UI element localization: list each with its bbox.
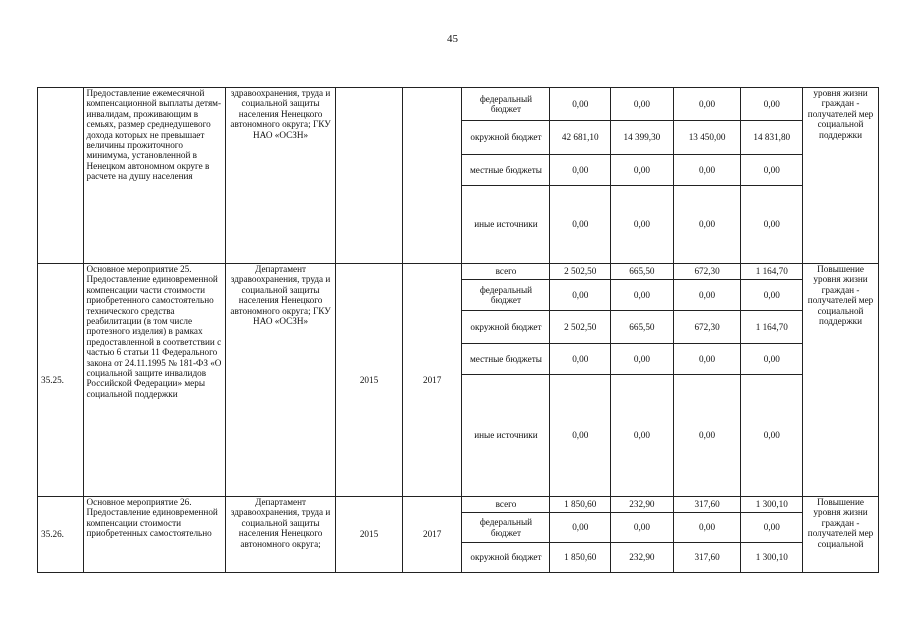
funding-year1: 0,00 — [611, 344, 674, 375]
program-table — [37, 87, 879, 573]
table-row — [38, 264, 879, 280]
funding-year2: 0,00 — [673, 513, 741, 543]
funding-source: местные бюджеты — [462, 155, 550, 186]
activity-name: Основное мероприятие 26. Предоставление единовременной компенсации стоимости приобретенных самостоятельно — [84, 497, 226, 573]
funding-total: 42 681,10 — [550, 121, 611, 155]
expected-result: уровня жизни граждан - получателей мер социальной поддержки — [803, 88, 879, 264]
funding-year1: 0,00 — [611, 186, 674, 264]
funding-year1: 232,90 — [611, 497, 674, 513]
activity-name: Предоставление ежемесячной компенсационной выплаты детям-инвалидам, проживающим в семьях, размер среднедушевого дохода которых не превышает величины прожиточного минимума, установленной в Ненецком автономном округе в расчете на душу населения — [84, 88, 226, 264]
funding-year2: 317,60 — [673, 543, 741, 573]
year-end: 2017 — [402, 497, 462, 573]
funding-total: 1 850,60 — [550, 497, 611, 513]
year-start: 2015 — [336, 264, 403, 497]
funding-year1: 665,50 — [611, 264, 674, 280]
funding-year2: 0,00 — [673, 186, 741, 264]
funding-source: федеральный бюджет — [462, 513, 550, 543]
funding-source: местные бюджеты — [462, 344, 550, 375]
funding-year3: 0,00 — [741, 344, 803, 375]
funding-year3: 1 300,10 — [741, 543, 803, 573]
funding-year1: 14 399,30 — [611, 121, 674, 155]
funding-year1: 0,00 — [611, 88, 674, 121]
page-number: 45 — [447, 33, 458, 45]
funding-year2: 0,00 — [673, 280, 741, 311]
executor: Департамент здравоохранения, труда и социальной защиты населения Ненецкого автономного округа; ГКУ НАО «ОСЗН» — [225, 264, 335, 497]
funding-year2: 0,00 — [673, 375, 741, 497]
funding-source: иные источники — [462, 375, 550, 497]
funding-source: всего — [462, 264, 550, 280]
funding-source: всего — [462, 497, 550, 513]
year-start — [336, 88, 403, 264]
table-row — [38, 497, 879, 513]
expected-result: Повышение уровня жизни граждан - получателей мер социальной поддержки — [803, 264, 879, 497]
funding-year1: 0,00 — [611, 280, 674, 311]
funding-total: 2 502,50 — [550, 264, 611, 280]
table-row — [38, 88, 879, 121]
funding-year2: 0,00 — [673, 88, 741, 121]
funding-source: окружной бюджет — [462, 121, 550, 155]
funding-year2: 13 450,00 — [673, 121, 741, 155]
funding-total: 0,00 — [550, 280, 611, 311]
funding-year3: 14 831,80 — [741, 121, 803, 155]
funding-year3: 0,00 — [741, 88, 803, 121]
funding-source: окружной бюджет — [462, 543, 550, 573]
funding-year3: 0,00 — [741, 375, 803, 497]
funding-total: 0,00 — [550, 344, 611, 375]
funding-year3: 1 164,70 — [741, 264, 803, 280]
row-number: 35.25. — [38, 264, 84, 497]
expected-result: Повышение уровня жизни граждан - получателей мер социальной — [803, 497, 879, 573]
funding-year2: 0,00 — [673, 155, 741, 186]
funding-year3: 0,00 — [741, 186, 803, 264]
funding-year3: 0,00 — [741, 155, 803, 186]
funding-year1: 0,00 — [611, 513, 674, 543]
funding-total: 0,00 — [550, 186, 611, 264]
funding-total: 0,00 — [550, 375, 611, 497]
funding-year3: 0,00 — [741, 513, 803, 543]
executor: здравоохранения, труда и социальной защиты населения Ненецкого автономного округа; ГКУ НАО «ОСЗН» — [225, 88, 335, 264]
funding-year2: 672,30 — [673, 311, 741, 344]
funding-total: 2 502,50 — [550, 311, 611, 344]
funding-year1: 0,00 — [611, 155, 674, 186]
row-number — [38, 88, 84, 264]
funding-source: окружной бюджет — [462, 311, 550, 344]
executor: Департамент здравоохранения, труда и социальной защиты населения Ненецкого автономного округа; — [225, 497, 335, 573]
funding-year2: 0,00 — [673, 344, 741, 375]
funding-total: 0,00 — [550, 513, 611, 543]
funding-total: 0,00 — [550, 155, 611, 186]
funding-source: иные источники — [462, 186, 550, 264]
funding-year1: 0,00 — [611, 375, 674, 497]
funding-year3: 1 164,70 — [741, 311, 803, 344]
funding-year3: 1 300,10 — [741, 497, 803, 513]
funding-year1: 665,50 — [611, 311, 674, 344]
funding-year2: 317,60 — [673, 497, 741, 513]
activity-name: Основное мероприятие 25. Предоставление единовременной компенсации части стоимости приобретенного самостоятельно технического средства реабилитации (в том числе протезного изделия) в рамках предоставленной в соответствии с частью 6 статьи 11 Федерального закона от 24.11.1995 № 181-ФЗ «О социальной защите инвалидов Российской Федерации» меры социальной поддержки — [84, 264, 226, 497]
funding-year2: 672,30 — [673, 264, 741, 280]
funding-source: федеральный бюджет — [462, 280, 550, 311]
funding-year3: 0,00 — [741, 280, 803, 311]
funding-total: 0,00 — [550, 88, 611, 121]
row-number: 35.26. — [38, 497, 84, 573]
funding-year1: 232,90 — [611, 543, 674, 573]
year-end: 2017 — [402, 264, 462, 497]
year-start: 2015 — [336, 497, 403, 573]
funding-source: федеральный бюджет — [462, 88, 550, 121]
year-end — [402, 88, 462, 264]
funding-total: 1 850,60 — [550, 543, 611, 573]
